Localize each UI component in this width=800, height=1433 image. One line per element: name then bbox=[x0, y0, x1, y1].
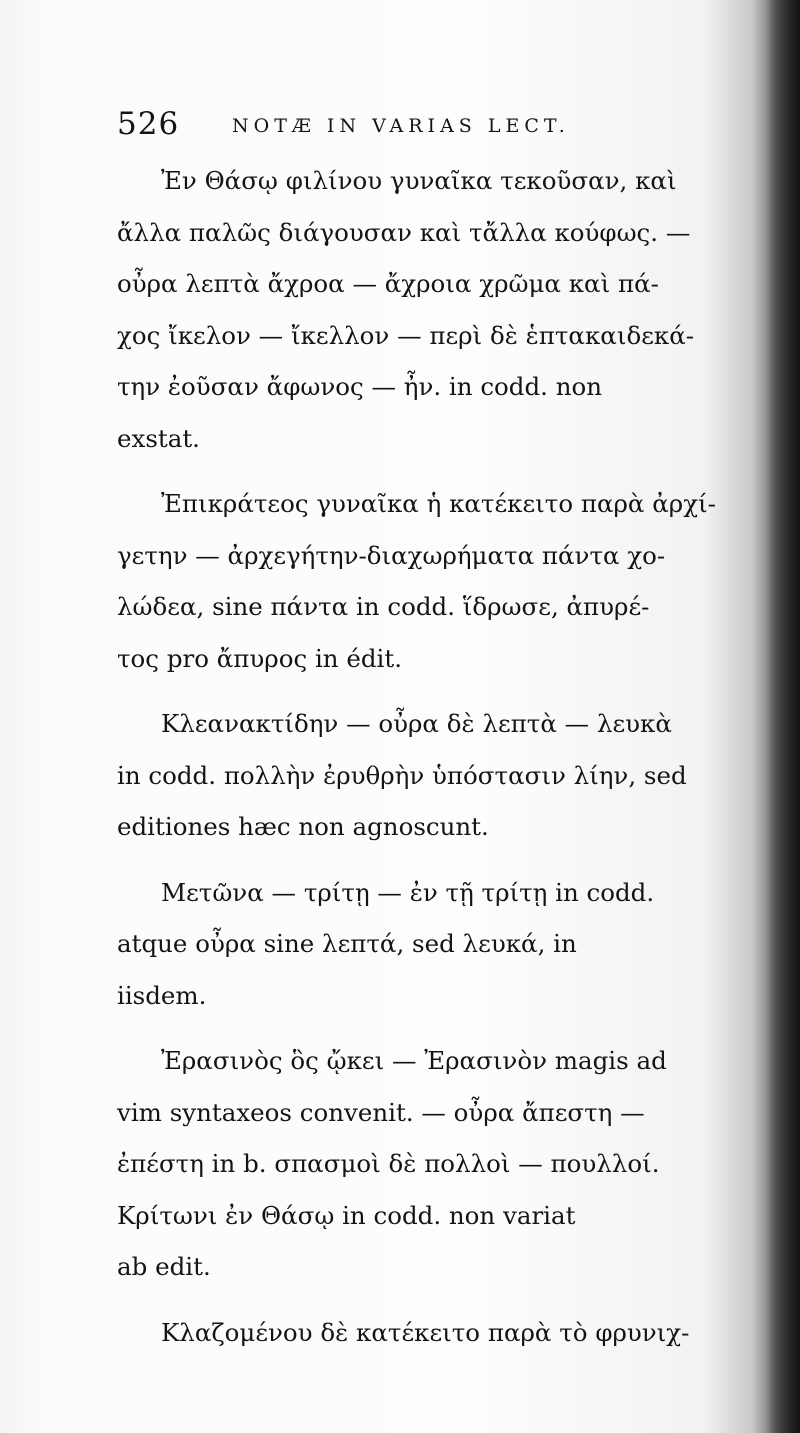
paragraph-1 bbox=[117, 155, 727, 464]
paragraph-4 bbox=[117, 867, 727, 1022]
paragraph-2 bbox=[117, 478, 727, 684]
text-line: γετην — ἀρχεγήτην-διαχωρήματα πάντα χο- bbox=[117, 540, 666, 570]
text-line: iisdem. bbox=[117, 980, 207, 1010]
paragraph-5 bbox=[117, 1035, 727, 1293]
text-line: vim syntaxeos convenit. — οὖρα ἄπεστη — bbox=[117, 1097, 645, 1127]
text-line: Κλεανακτίδην — οὖρα δὲ λεπτὰ — λευκὰ bbox=[161, 709, 672, 738]
text-line: ab edit. bbox=[117, 1252, 211, 1281]
paragraph-3 bbox=[117, 698, 727, 853]
text-line: λώδεα, sine πάντα in codd. ἵδρωσε, ἀπυρέ- bbox=[117, 592, 650, 621]
text-line: οὖρα λεπτὰ ἄχροα — ἄχροια χρῶμα καὶ πά- bbox=[117, 269, 659, 298]
paragraph-6 bbox=[117, 1307, 727, 1359]
page-gutter-shadow bbox=[766, 0, 800, 1433]
body-text bbox=[117, 155, 727, 1358]
text-line: Ἐπικράτεος γυναῖκα ἡ κατέκειτο παρὰ ἀρχί- bbox=[161, 489, 716, 518]
text-line: Ἐρασινὸς ὃς ᾤκει — Ἐρασινὸν magis ad bbox=[161, 1046, 667, 1075]
text-line: ἄλλα παλῶς διάγουσαν καὶ τἄλλα κούφως. — bbox=[117, 217, 691, 247]
text-line: τος pro ἄπυρος in édit. bbox=[117, 643, 403, 673]
text-line: editiones hæc non agnoscunt. bbox=[117, 812, 489, 841]
text-line: Ἐν Θάσῳ φιλίνου γυναῖκα τεκοῦσαν, καὶ bbox=[161, 166, 677, 195]
text-line: atque οὖρα sine λεπτά, sed λευκά, in bbox=[117, 929, 577, 958]
text-line: χος ἴκελον — ἴκελλον — περὶ δὲ ἑπτακαιδεκά- bbox=[117, 320, 695, 350]
running-title: NOTÆ IN VARIAS LECT. bbox=[232, 115, 570, 137]
text-line: Κλαζομένου δὲ κατέκειτο παρὰ τὸ φρυνιχ- bbox=[161, 1317, 690, 1347]
page-number: 526 bbox=[117, 106, 180, 142]
text-line: ἐπέστη in b. σπασμοὶ δὲ πολλοὶ — πουλλοί. bbox=[117, 1149, 660, 1178]
text-line: Κρίτωνι ἐν Θάσῳ in codd. non variat bbox=[117, 1200, 576, 1230]
text-line: την ἐοῦσαν ἄφωνος — ἦν. in codd. non bbox=[117, 372, 603, 401]
text-line: in codd. πολλὴν ἐρυθρὴν ὑπόστασιν λίην, sed bbox=[117, 760, 687, 790]
text-line: Μετῶνα — τρίτῃ — ἐν τῇ τρίτῃ in codd. bbox=[161, 877, 655, 907]
text-line: exstat. bbox=[117, 423, 200, 453]
page-header bbox=[117, 106, 717, 146]
